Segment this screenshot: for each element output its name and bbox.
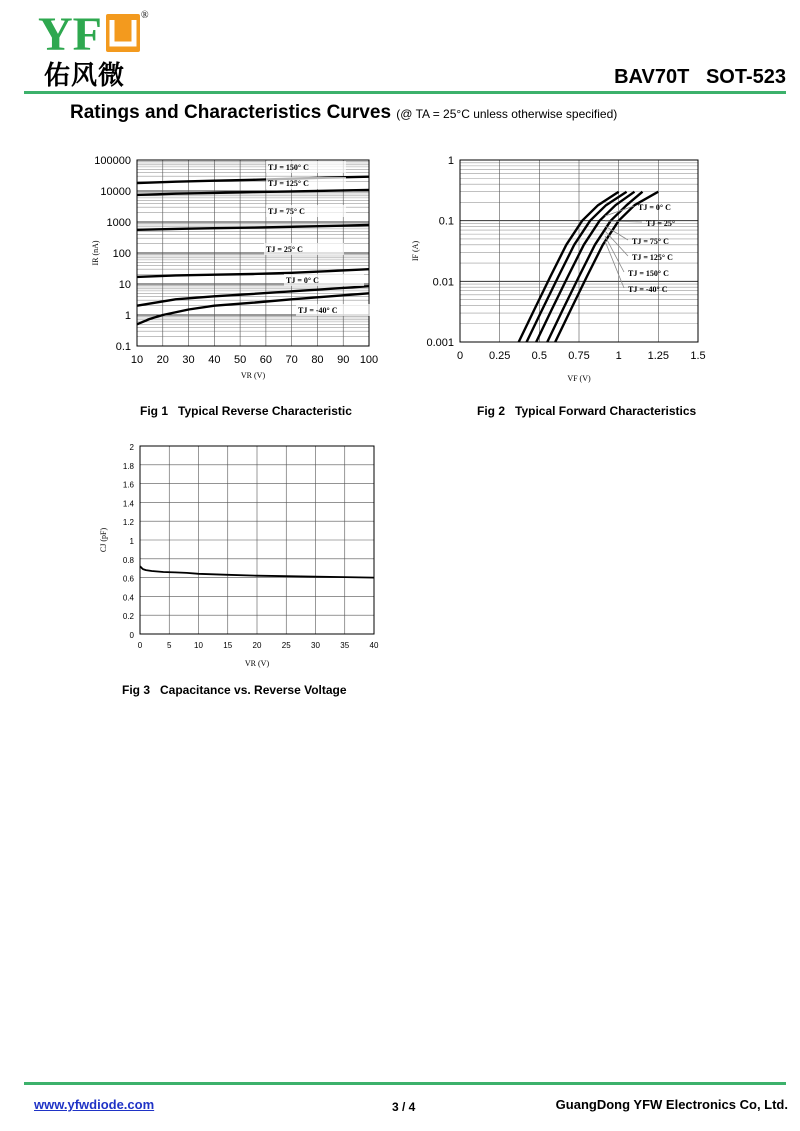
y-tick-label: 100000 xyxy=(94,155,131,167)
annotation-label-6: TJ = -40° C xyxy=(628,285,668,294)
fig3-chart xyxy=(100,436,390,676)
x-tick-label: 1.25 xyxy=(647,350,670,362)
fig2-caption: Fig 2 Typical Forward Characteristics xyxy=(477,404,697,418)
x-tick-label: 0.25 xyxy=(488,350,511,362)
series-line-4 xyxy=(527,192,627,342)
y-tick-label: 1.2 xyxy=(122,518,134,528)
part-title: BAV70T SOT-523 xyxy=(614,66,786,88)
x-tick-label: 10 xyxy=(130,354,144,366)
series-label-1: TJ = 150° C xyxy=(268,163,309,172)
header-rule xyxy=(24,91,786,94)
logo-letters: YF xyxy=(38,8,102,61)
x-tick-label: 35 xyxy=(340,641,350,650)
x-tick-label: 40 xyxy=(369,641,379,650)
y-tick-label: 0.4 xyxy=(122,593,134,603)
x-tick-label: 100 xyxy=(359,354,379,366)
registered-mark: ® xyxy=(141,10,149,21)
y-tick-label: 0.01 xyxy=(432,276,454,289)
x-tick-label: 1.5 xyxy=(690,350,706,362)
fig3-ylabel: CJ (pF) xyxy=(99,527,108,553)
y-tick-label: 1 xyxy=(124,310,131,322)
fig1-caption: Fig 1 Typical Reverse Characteristic xyxy=(140,404,352,418)
y-tick-label: 0.1 xyxy=(115,341,131,353)
series-line-2 xyxy=(547,192,642,342)
fig2-ylabel: IF (A) xyxy=(411,240,420,262)
x-tick-label: 50 xyxy=(233,354,247,366)
company-name: GuangDong YFW Electronics Co, Ltd. xyxy=(555,1097,788,1112)
fig3-x-ticks xyxy=(138,641,379,650)
series-line-5 xyxy=(519,192,619,342)
x-tick-label: 30 xyxy=(311,641,320,650)
fig1-chart xyxy=(90,150,390,390)
y-tick-label: 1.6 xyxy=(122,480,134,490)
x-tick-label: 90 xyxy=(337,354,350,366)
section-condition: (@ TA = 25°C unless otherwise specified) xyxy=(396,107,618,121)
annotation-label-3: TJ = 75° C xyxy=(632,237,669,246)
website-link[interactable]: www.yfwdiode.com xyxy=(34,1097,155,1112)
x-tick-label: 1 xyxy=(615,350,622,362)
annotation-label-2: TJ = 25° xyxy=(646,219,676,228)
annotation-label-1: TJ = 0° C xyxy=(638,203,671,212)
fig2-x-ticks xyxy=(457,350,706,362)
fig2-chart xyxy=(410,150,710,390)
x-tick-label: 25 xyxy=(281,641,291,650)
series-label-5: TJ = 0° C xyxy=(286,276,319,285)
x-tick-label: 70 xyxy=(285,354,298,366)
series-label-4: TJ = 25° C xyxy=(266,245,303,254)
series-label-2: TJ = 125° C xyxy=(268,179,309,188)
x-tick-label: 10 xyxy=(194,641,203,650)
y-tick-label: 0.001 xyxy=(426,337,454,349)
x-tick-label: 0.5 xyxy=(531,350,547,362)
annotation-label-5: TJ = 150° C xyxy=(628,269,669,278)
x-tick-label: 60 xyxy=(259,354,273,366)
y-tick-label: 0.1 xyxy=(438,215,454,228)
x-tick-label: 80 xyxy=(311,354,324,366)
x-tick-label: 15 xyxy=(223,641,233,650)
y-tick-label: 0.8 xyxy=(122,555,134,565)
section-title: Ratings and Characteristics Curves xyxy=(70,102,392,123)
series-label-3: TJ = 75° C xyxy=(268,207,305,216)
brand-logo xyxy=(38,8,149,61)
fig1-ylabel: IR (nA) xyxy=(91,240,100,266)
fig2-xlabel: VF (V) xyxy=(567,374,591,383)
y-tick-label: 1.8 xyxy=(122,461,134,471)
y-tick-label: 1 xyxy=(447,155,454,167)
y-tick-label: 1.4 xyxy=(122,499,134,509)
y-tick-label: 1000 xyxy=(106,217,131,229)
x-tick-label: 0 xyxy=(137,641,143,650)
x-tick-label: 40 xyxy=(208,354,221,366)
y-tick-label: 2 xyxy=(129,443,134,452)
fig3-caption: Fig 3 Capacitance vs. Reverse Voltage xyxy=(122,683,347,697)
annotation-label-4: TJ = 125° C xyxy=(632,253,673,262)
y-tick-label: 10 xyxy=(118,279,131,291)
fig1-xlabel: VR (V) xyxy=(240,371,266,380)
footer-rule xyxy=(24,1082,786,1085)
fig2-y-ticks xyxy=(426,155,454,349)
series-line-3 xyxy=(536,192,634,342)
y-tick-label: 10000 xyxy=(100,186,131,198)
section-heading xyxy=(70,102,617,124)
y-tick-label: 100 xyxy=(112,248,131,260)
fig2-grid xyxy=(460,160,698,342)
x-tick-label: 30 xyxy=(182,354,195,366)
fig1-x-ticks xyxy=(131,354,378,366)
x-tick-label: 0 xyxy=(456,350,464,362)
series-label-6: TJ = -40° C xyxy=(298,306,338,315)
y-tick-label: 0.2 xyxy=(122,612,134,622)
page-number: 3 / 4 xyxy=(392,1100,416,1114)
x-tick-label: 20 xyxy=(252,641,262,650)
y-tick-label: 0.6 xyxy=(122,574,134,584)
fig2-series xyxy=(519,192,659,342)
x-tick-label: 20 xyxy=(156,354,169,366)
x-tick-label: 5 xyxy=(167,641,172,650)
fig3-grid xyxy=(140,446,374,634)
y-tick-label: 1 xyxy=(129,537,134,546)
x-tick-label: 0.75 xyxy=(568,350,590,362)
fig3-xlabel: VR (V) xyxy=(244,659,270,668)
y-tick-label: 0 xyxy=(129,631,134,640)
brand-chinese-name: 佑风微 xyxy=(44,61,126,91)
fig3-y-ticks xyxy=(123,443,135,640)
